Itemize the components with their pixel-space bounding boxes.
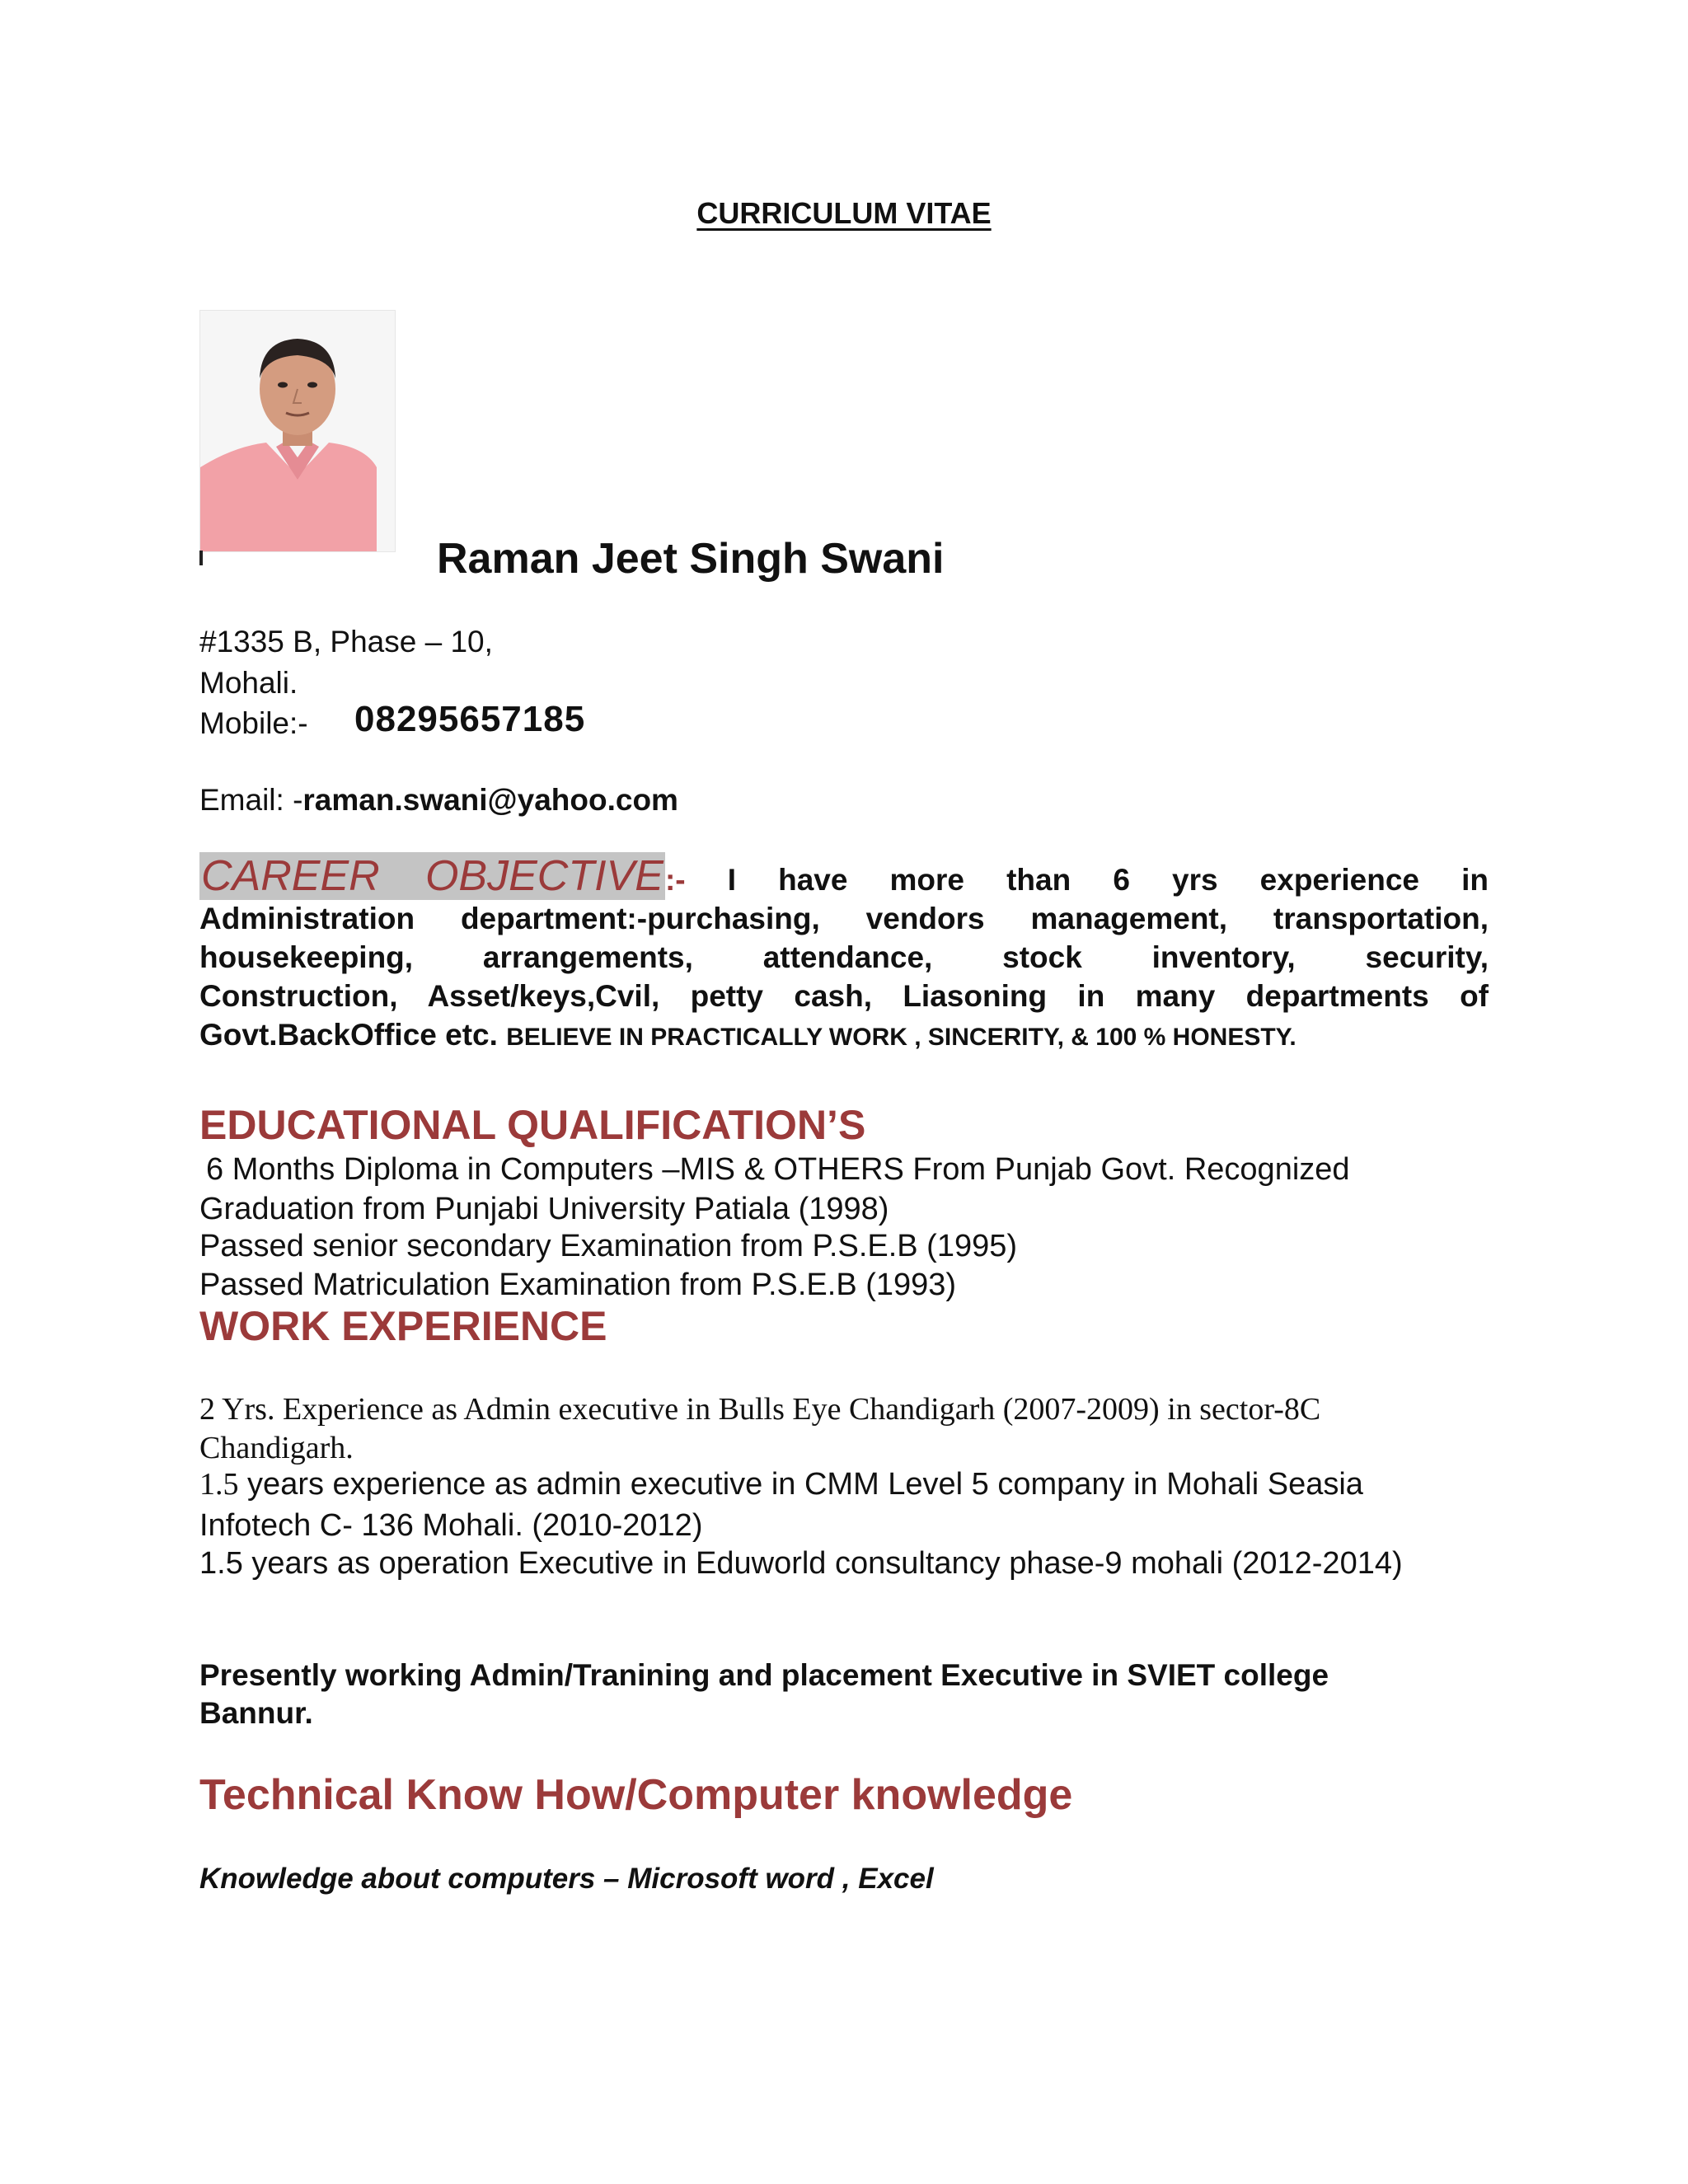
education-item: 6 Months Diploma in Computers –MIS & OTHERS From Punjab Govt. Recognized (206, 1152, 1350, 1187)
career-objective-line-4: Construction, Asset/keys,Cvil, petty cash, Liasoning in many departments of (199, 979, 1489, 1013)
career-objective-text-1: I have more than 6 yrs experience in (727, 863, 1489, 897)
work-item-2-prefix: 1.5 (199, 1467, 239, 1502)
work-item-2-text: years experience as admin executive in CMM Level 5 company in Mohali Seasia (238, 1467, 1363, 1502)
candidate-name: Raman Jeet Singh Swani (437, 535, 945, 583)
work-heading: WORK EXPERIENCE (199, 1303, 607, 1349)
education-item: Passed senior secondary Examination from P.S.E.B (1995) (199, 1229, 1018, 1263)
address-line-1: #1335 B, Phase – 10, (199, 625, 493, 658)
career-objective-line-2: Administration department:-purchasing, vendors management, transportation, (199, 902, 1489, 935)
computer-knowledge: Knowledge about computers – Microsoft word , Excel (199, 1863, 934, 1895)
career-objective-line-3: housekeeping, arrangements, attendance, stock inventory, security, (199, 940, 1489, 974)
career-objective-motto: BELIEVE IN PRACTICALLY WORK , SINCERITY, & 100 % HONESTY. (506, 1024, 1296, 1051)
work-item-3: 1.5 years as operation Executive in Eduworld consultancy phase-9 mohali (2012-2014) (199, 1546, 1403, 1581)
career-objective-line-5 (199, 1015, 1489, 1057)
mobile-label: Mobile:- (199, 706, 308, 740)
email-line (199, 783, 678, 818)
career-objective (199, 852, 1489, 1057)
work-item-1-line-2: Chandigarh. (199, 1431, 354, 1465)
education-item: Graduation from Punjabi University Patiala (1998) (199, 1192, 889, 1226)
document-title: CURRICULUM VITAE (696, 196, 992, 230)
career-objective-text-5: Govt.BackOffice etc. (199, 1018, 498, 1052)
education-item: Passed Matriculation Examination from P.S.E.B (1993) (199, 1268, 957, 1302)
technical-heading: Technical Know How/Computer knowledge (199, 1771, 1073, 1819)
career-objective-separator: :- (664, 863, 686, 897)
email-value: raman.swani@yahoo.com (302, 783, 678, 817)
profile-photo-drawing (200, 311, 395, 551)
work-item-1-line-1: 2 Yrs. Experience as Admin executive in Bulls Eye Chandigarh (2007-2009) in sector-8C (199, 1392, 1321, 1427)
education-heading: EDUCATIONAL QUALIFICATION’S (199, 1102, 866, 1148)
address-line-2: Mohali. (199, 666, 298, 700)
present-position-line-1: Presently working Admin/Tranining and placement Executive in SVIET college (199, 1658, 1329, 1692)
profile-photo (199, 310, 396, 552)
mobile-number: 08295657185 (354, 699, 586, 739)
career-objective-line-1 (199, 852, 1489, 900)
career-objective-heading: CAREER OBJECTIVE (201, 852, 663, 900)
work-item-2-line-2: Infotech C- 136 Mohali. (2010-2012) (199, 1508, 703, 1543)
photo-crop-mark-bottom (199, 551, 203, 565)
email-label: Email: - (199, 783, 303, 817)
present-position-line-2: Bannur. (199, 1696, 313, 1730)
work-item-2-line-1 (199, 1466, 1363, 1502)
